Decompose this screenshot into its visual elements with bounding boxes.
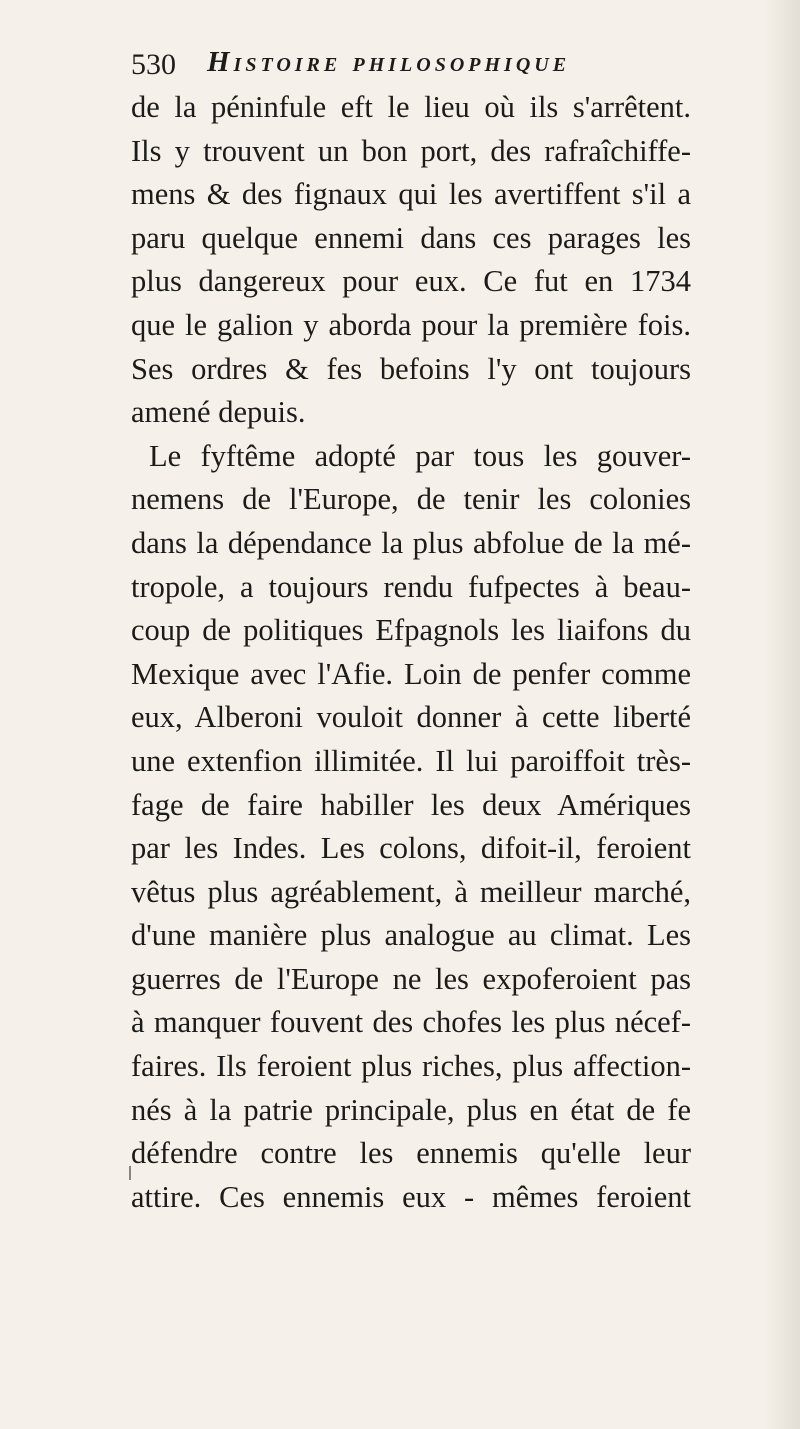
text-line: amené depuis.: [131, 395, 306, 430]
text-line: plus dangereux pour eux. Ce fut en 1734: [131, 264, 691, 299]
page-edge-shadow: [764, 0, 800, 1429]
text-line: vêtus plus agréablement, à meilleur marché,: [131, 874, 691, 909]
text-line: nemens de l'Europe, de tenir les colonies: [131, 482, 691, 517]
text-line: nés à la patrie principale, plus en état de fe: [131, 1092, 691, 1127]
text-line: tropole, a toujours rendu fufpectes à beau-: [131, 569, 691, 604]
text-line: eux, Alberoni vouloit donner à cette liberté: [131, 700, 691, 735]
text-line: attire. Ces ennemis eux - mêmes feroient: [131, 1179, 691, 1214]
text-line: d'une manière plus analogue au climat. Les: [131, 918, 691, 953]
text-line: de la péninfule eft le lieu où ils s'arrêtent.: [131, 90, 691, 124]
text-line: que le galion y aborda pour la première fois.: [131, 307, 691, 342]
text-line: Ses ordres & fes befoins l'y ont toujours: [131, 351, 691, 386]
running-title: Histoire philosophique: [207, 46, 571, 78]
text-line: paru quelque ennemi dans ces parages les: [131, 220, 691, 255]
text-line: défendre contre les ennemis qu'elle leur: [131, 1136, 691, 1171]
text-line: Ils y trouvent un bon port, des rafraîchiffe-: [131, 133, 691, 168]
text-line: mens & des fignaux qui les avertiffent s'il a: [131, 177, 691, 212]
text-line: coup de politiques Efpagnols les liaifons du: [131, 613, 691, 648]
running-head: [131, 46, 691, 86]
text-line: fage de faire habiller les deux Amériques: [131, 787, 691, 822]
body-text: [131, 86, 691, 1219]
text-line: dans la dépendance la plus abfolue de la mé-: [131, 525, 691, 560]
text-line: faires. Ils feroient plus riches, plus affection-: [131, 1049, 691, 1084]
text-line: Le fyftême adopté par tous les gouver-: [149, 438, 691, 473]
text-line: à manquer fouvent des chofes les plus nécef-: [131, 1005, 691, 1040]
text-line: guerres de l'Europe ne les expoferoient pas: [131, 961, 691, 996]
text-line: Mexique avec l'Afie. Loin de penfer comme: [131, 656, 691, 691]
text-line: par les Indes. Les colons, difoit-il, feroient: [131, 831, 691, 866]
page-number: 530: [131, 48, 176, 81]
text-line: une extenfion illimitée. Il lui paroiffoit très-: [131, 743, 691, 778]
print-mark: [129, 1166, 131, 1180]
